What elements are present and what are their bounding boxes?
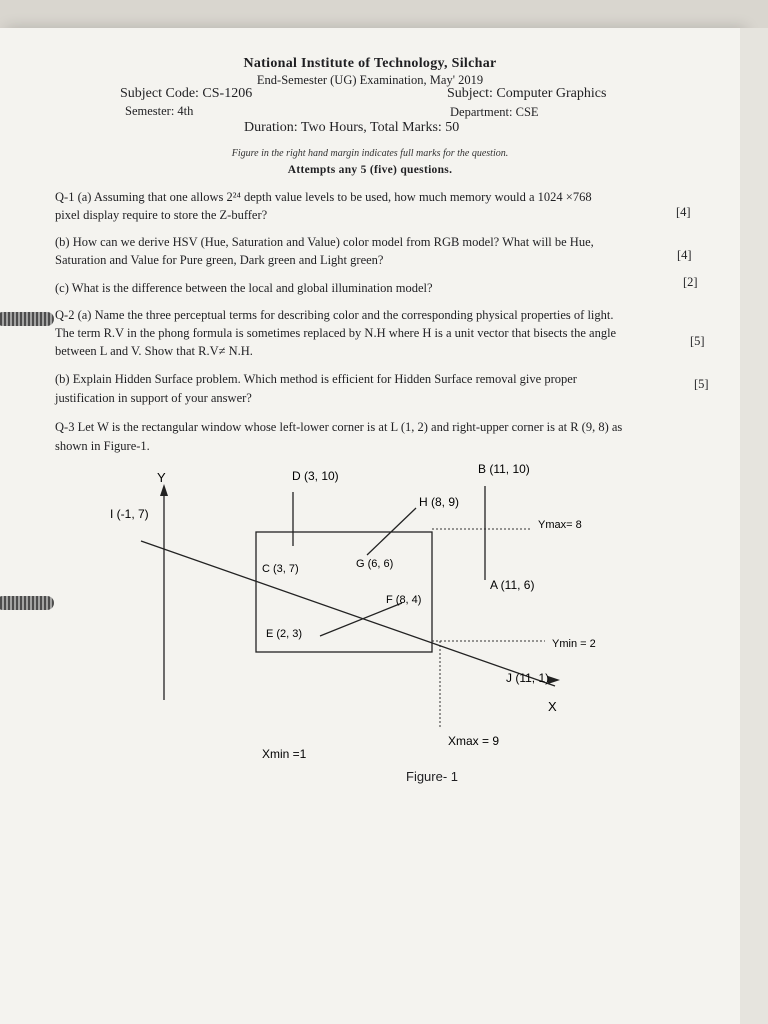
line-ij (141, 541, 555, 686)
label-xmax: Xmax = 9 (448, 734, 500, 748)
q2a-marks: [5] (690, 334, 705, 348)
q1a-marks: [4] (676, 205, 691, 219)
label-ymin: Ymin = 2 (552, 638, 596, 650)
y-axis-arrow-icon (160, 484, 168, 496)
y-axis-label: Y (157, 470, 166, 485)
figure-caption: Figure- 1 (406, 769, 459, 784)
duration: Duration: Two Hours, Total Marks: 50 (244, 120, 460, 135)
semester: Semester: 4th (125, 104, 194, 118)
label-e: E (2, 3) (266, 628, 303, 640)
subject-code: Subject Code: CS-1206 (120, 86, 253, 101)
label-g: G (6, 6) (356, 558, 394, 570)
label-d: D (3, 10) (292, 469, 339, 483)
department: Department: CSE (450, 105, 539, 119)
label-f: F (8, 4) (386, 594, 422, 606)
x-axis-arrow-icon (548, 676, 560, 684)
q3-text: Q-3 Let W is the rectangular window whose left-lower corner is at L (1, 2) and right-upper corner is at R (9, 8) as (55, 420, 623, 434)
q3-text: shown in Figure-1. (55, 439, 150, 453)
q2b-marks: [5] (694, 377, 709, 391)
page-edge (740, 28, 768, 1024)
x-axis-label: X (548, 699, 557, 714)
q1a-text: pixel display require to store the Z-buffer? (55, 208, 268, 222)
label-c: C (3, 7) (262, 563, 299, 575)
institute-name: National Institute of Technology, Silchar (243, 56, 497, 71)
q1c-text: (c) What is the difference between the local and global illumination model? (55, 281, 433, 295)
q1a-text: Q-1 (a) Assuming that one allows 2²⁴ depth value levels to be used, how much memory would a 1024 ×768 (55, 190, 592, 204)
label-ymax: Ymax= 8 (538, 519, 582, 531)
label-b: B (11, 10) (478, 462, 530, 476)
q2b-text: (b) Explain Hidden Surface problem. Which method is efficient for Hidden Surface removal give proper (55, 372, 577, 386)
label-a: A (11, 6) (490, 578, 535, 592)
subject-name: Subject: Computer Graphics (447, 86, 607, 101)
q2b-text: justification in support of your answer? (55, 391, 252, 405)
q1b-text: Saturation and Value for Pure green, Dark green and Light green? (55, 253, 384, 267)
attempt-instruction: Attempts any 5 (five) questions. (287, 164, 453, 176)
label-xmin: Xmin =1 (262, 747, 307, 761)
exam-title: End-Semester (UG) Examination, May' 2019 (256, 73, 484, 87)
q2a-text: Q-2 (a) Name the three perceptual terms for describing color and the corresponding physical properties of light. (55, 308, 614, 322)
label-i: I (-1, 7) (110, 507, 149, 521)
q1b-text: (b) How can we derive HSV (Hue, Saturation and Value) color model from RGB model? What will be Hue, (55, 235, 594, 249)
marks-note: Figure in the right hand margin indicates full marks for the question. (231, 148, 509, 159)
label-j: J (11, 1) (506, 671, 550, 685)
q2a-text: The term R.V in the phong formula is sometimes replaced by N.H where H is a unit vector that bisects the angle (55, 326, 617, 340)
q1b-marks: [4] (677, 248, 692, 262)
q2a-text: between L and V. Show that R.V≠ N.H. (55, 344, 253, 358)
q1c-marks: [2] (683, 275, 698, 289)
label-h: H (8, 9) (419, 495, 460, 509)
